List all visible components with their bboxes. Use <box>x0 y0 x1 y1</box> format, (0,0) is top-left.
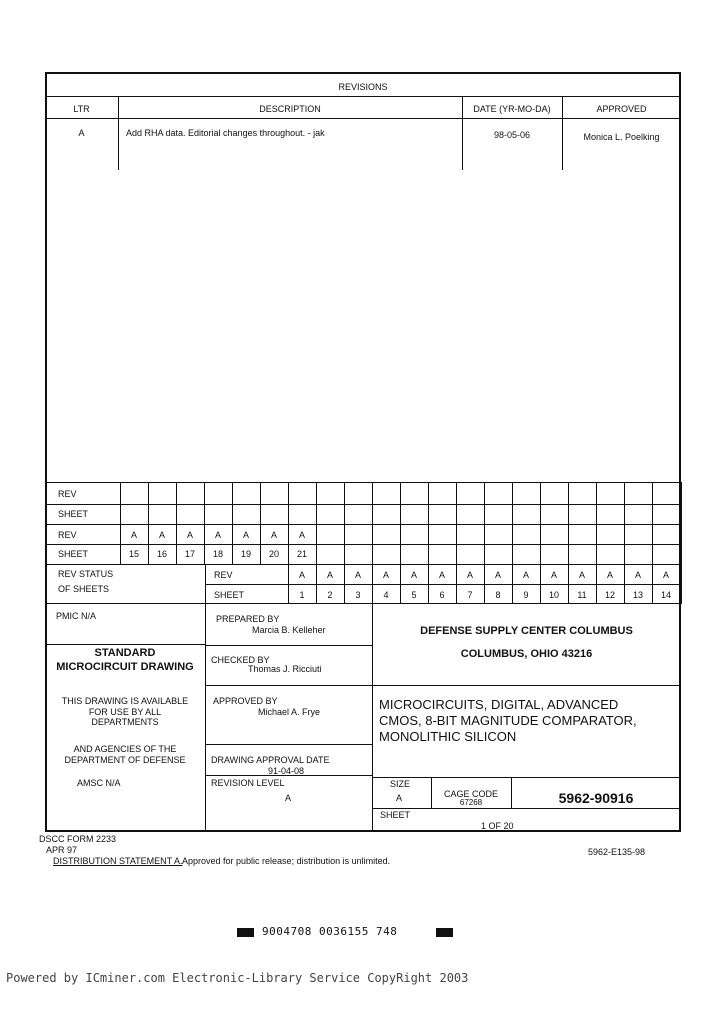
lower-sheet-label: SHEET <box>214 590 245 600</box>
lower-rev-cell: A <box>550 570 557 580</box>
prepared-by-label: PREPARED BY <box>216 614 280 624</box>
sheet-of: 1 OF 20 <box>481 821 514 831</box>
cage-code-label: CAGE CODE <box>443 789 498 799</box>
cage-code: 67268 <box>459 798 483 807</box>
checked-by-label: CHECKED BY <box>211 655 270 665</box>
rev-row-description: Add RHA data. Editorial changes throughout. - jak <box>126 128 325 138</box>
approved-by-label: APPROVED BY <box>213 696 278 706</box>
form-date: APR 97 <box>46 845 78 855</box>
upper-grid-line <box>540 482 541 564</box>
lower-rev-cell: A <box>438 570 445 580</box>
lower-sheet-cell: 1 <box>299 590 305 600</box>
upper-sheet-cell: 21 <box>296 549 307 559</box>
upper-grid-line <box>681 482 682 564</box>
title-line3: MONOLITHIC SILICON <box>379 729 517 744</box>
lower-sheet-cell: 6 <box>439 590 445 600</box>
lower-rev-cell: A <box>494 570 501 580</box>
pmic-label: PMIC N/A <box>56 611 97 621</box>
dscc-city: COLUMBUS, OHIO 43216 <box>460 648 593 660</box>
upper-sheet-cell: 15 <box>128 549 139 559</box>
upper-rev-cell: A <box>242 530 249 540</box>
upper-sheet-cell: 17 <box>184 549 195 559</box>
prepared-by-name: Marcia B. Kelleher <box>252 625 326 635</box>
size-label: SIZE <box>390 779 411 789</box>
barcode-mark-left <box>237 928 254 937</box>
distribution-label: DISTRIBUTION STATEMENT A. <box>53 856 183 866</box>
upper-grid-line <box>400 482 401 564</box>
agencies-line2: DEPARTMENT OF DEFENSE <box>64 755 186 765</box>
lower-rev-cell: A <box>354 570 361 580</box>
lower-sheet-cell: 13 <box>632 590 643 600</box>
avail-line3: DEPARTMENTS <box>91 717 159 727</box>
lower-sheet-cell: 5 <box>411 590 417 600</box>
form-code: 5962-E135-98 <box>588 847 646 857</box>
col-ltr: LTR <box>73 104 90 114</box>
upper-sheet-cell: 19 <box>240 549 251 559</box>
lower-sheet-cell: 14 <box>660 590 671 600</box>
sheet-label: SHEET <box>380 810 411 820</box>
lower-rev-cell: A <box>466 570 473 580</box>
lower-sheet-cell: 2 <box>327 590 333 600</box>
lower-rev-cell: A <box>326 570 333 580</box>
upper-grid-line <box>456 482 457 564</box>
rev-row-date: 98-05-06 <box>493 130 531 140</box>
upper-sheet-cell: 18 <box>212 549 223 559</box>
revision-level-label: REVISION LEVEL <box>211 778 285 788</box>
drawing-number: 5962-90916 <box>558 790 634 806</box>
lower-sheet-cell: 8 <box>495 590 501 600</box>
upper-rev2-label: REV <box>58 530 77 540</box>
rev-row-approved: Monica L. Poelking <box>583 132 660 142</box>
lower-sheet-cell: 10 <box>548 590 559 600</box>
upper-grid-line <box>512 482 513 564</box>
lower-rev-cell: A <box>606 570 613 580</box>
lower-sheet-cell: 3 <box>355 590 361 600</box>
lower-rev-cell: A <box>298 570 305 580</box>
upper-rev-cell: A <box>270 530 277 540</box>
title-line1: MICROCIRCUITS, DIGITAL, ADVANCED <box>379 697 619 712</box>
lower-rev-cell: A <box>522 570 529 580</box>
upper-sheet-cell: 20 <box>268 549 279 559</box>
upper-grid-line <box>316 482 317 564</box>
avail-line1: THIS DRAWING IS AVAILABLE <box>61 696 189 706</box>
rev-row-ltr: A <box>78 128 85 138</box>
lower-sheet-cell: 4 <box>383 590 389 600</box>
revision-level: A <box>285 793 292 803</box>
dscc-name: DEFENSE SUPPLY CENTER COLUMBUS <box>420 625 633 637</box>
upper-grid-line <box>484 482 485 564</box>
distribution-text: Approved for public release; distribution is unlimited. <box>182 856 391 866</box>
upper-grid-line <box>372 482 373 564</box>
approved-by-name: Michael A. Frye <box>258 707 321 717</box>
agencies-line1: AND AGENCIES OF THE <box>73 744 177 754</box>
upper-grid-line <box>428 482 429 564</box>
upper-grid-line <box>624 482 625 564</box>
lower-rev-cell: A <box>578 570 585 580</box>
avail-line2: FOR USE BY ALL <box>88 707 162 717</box>
col-description: DESCRIPTION <box>259 104 321 114</box>
microcircuit-drawing-label: MICROCIRCUIT DRAWING <box>56 661 194 673</box>
upper-rev-cell: A <box>130 530 137 540</box>
upper-rev-cell: A <box>214 530 221 540</box>
lower-sheet-cell: 12 <box>604 590 615 600</box>
col-date: DATE (YR-MO-DA) <box>473 104 551 114</box>
lower-grid-line <box>681 564 682 604</box>
upper-rev-label: REV <box>58 489 77 499</box>
lower-sheet-cell: 11 <box>577 590 587 600</box>
amsc-label: AMSC N/A <box>77 778 121 788</box>
of-sheets-label: OF SHEETS <box>58 584 110 594</box>
upper-rev-cell: A <box>186 530 193 540</box>
upper-rev-cell: A <box>298 530 305 540</box>
barcode-number: 9004708 0036155 748 <box>262 925 398 938</box>
upper-grid-line <box>652 482 653 564</box>
powered-by-footer: Powered by ICminer.com Electronic-Library Service CopyRight 2003 <box>6 971 469 985</box>
standard-label: STANDARD <box>94 647 156 659</box>
rev-status-label: REV STATUS <box>58 569 114 579</box>
upper-rev-cell: A <box>158 530 165 540</box>
col-approved: APPROVED <box>596 104 647 114</box>
checked-by-name: Thomas J. Ricciuti <box>248 664 322 674</box>
lower-rev-cell: A <box>662 570 669 580</box>
lower-sheet-cell: 9 <box>523 590 529 600</box>
lower-rev-cell: A <box>382 570 389 580</box>
upper-grid-line <box>568 482 569 564</box>
upper-sheet2-label: SHEET <box>58 549 89 559</box>
size-value: A <box>396 793 403 803</box>
lower-rev-cell: A <box>410 570 417 580</box>
upper-sheet-cell: 16 <box>156 549 167 559</box>
title-line2: CMOS, 8-BIT MAGNITUDE COMPARATOR, <box>379 713 637 728</box>
revisions-title: REVISIONS <box>338 82 388 92</box>
upper-sheet-label: SHEET <box>58 509 89 519</box>
upper-grid-line <box>344 482 345 564</box>
lower-rev-label: REV <box>214 570 233 580</box>
upper-grid-line <box>596 482 597 564</box>
approval-date: 91-04-08 <box>268 766 305 776</box>
approval-date-label: DRAWING APPROVAL DATE <box>211 755 330 765</box>
lower-sheet-cell: 7 <box>467 590 473 600</box>
lower-rev-cell: A <box>634 570 641 580</box>
barcode-mark-right <box>436 928 453 937</box>
form-label: DSCC FORM 2233 <box>39 834 117 844</box>
